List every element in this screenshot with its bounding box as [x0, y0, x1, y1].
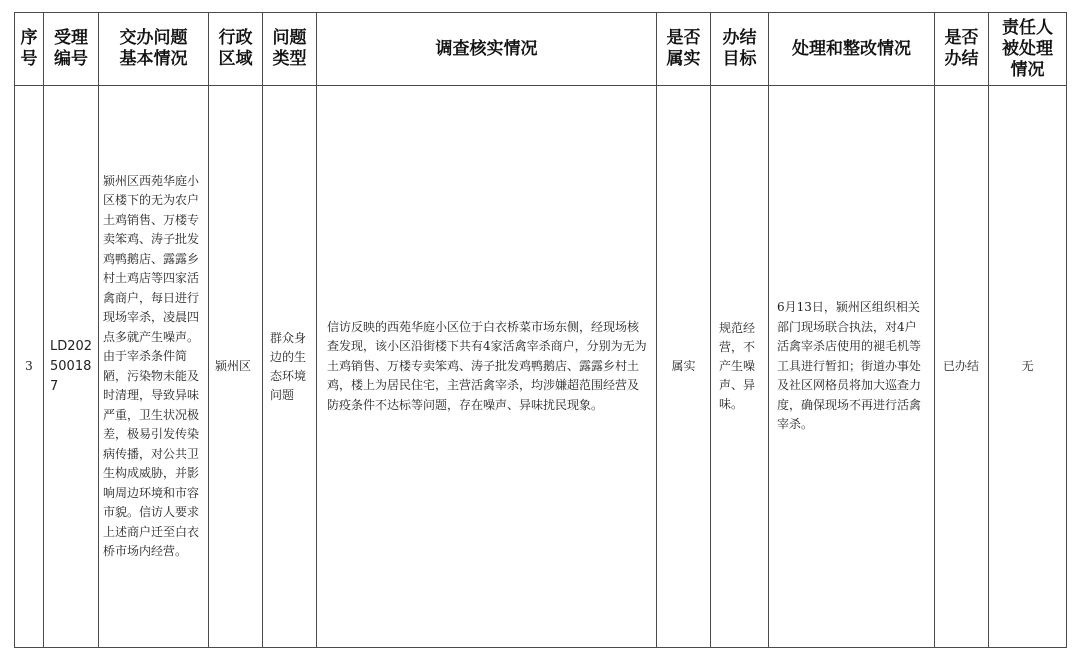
table-header — [15, 13, 1067, 86]
header-rectification: 处理和整改情况 — [769, 13, 935, 86]
cell-region: 颍州区 — [209, 86, 263, 648]
header-responsibility: 责任人 被处理 情况 — [989, 13, 1067, 86]
header-case-id: 受理 编号 — [44, 13, 99, 86]
header-is-completed: 是否 办结 — [935, 13, 989, 86]
cell-problem: 颍州区西苑华庭小区楼下的无为农户土鸡销售、万楼专卖笨鸡、涛子批发鸡鸭鹅店、露露乡村土鸡店等四家活禽商户，每日进行现场宰杀，凌晨四点多就产生噪声。由于宰杀条件简陋，污染物未能及时清理，导致异味严重，卫生状况极差，极易引发传染病传播，对公共卫生构成威胁，并影响周边环境和市容市貌。信访人要求上述商户迁至白衣桥市场内经营。 — [99, 86, 209, 648]
cell-is-completed: 已办结 — [935, 86, 989, 648]
cell-investigation: 信访反映的西苑华庭小区位于白衣桥菜市场东侧，经现场核查发现，该小区沿街楼下共有4家活禽宰杀商户，分别为无为土鸡销售、万楼专卖笨鸡、涛子批发鸡鸭鹅店、露露乡村土鸡，楼上为居民住宅，主营活禽宰杀，均涉嫌超范围经营及防疫条件不达标等问题，存在噪声、异味扰民现象。 — [317, 86, 657, 648]
header-investigation: 调查核实情况 — [317, 13, 657, 86]
cell-responsibility: 无 — [989, 86, 1067, 648]
table-row — [15, 86, 1067, 648]
header-type: 问题 类型 — [263, 13, 317, 86]
cell-type: 群众身边的生态环境问题 — [263, 86, 317, 648]
header-is-true: 是否 属实 — [657, 13, 711, 86]
cell-rectification: 6月13日，颍州区组织相关部门现场联合执法，对4户活禽宰杀店使用的褪毛机等工具进行暂扣；街道办事处及社区网格员将加大巡查力度，确保现场不再进行活禽宰杀。 — [769, 86, 935, 648]
cell-target: 规范经营，不产生噪声、异味。 — [711, 86, 769, 648]
header-region: 行政 区域 — [209, 13, 263, 86]
header-target: 办结 目标 — [711, 13, 769, 86]
cell-case-id: LD20250018 7 — [44, 86, 99, 648]
case-table — [14, 12, 1067, 648]
cell-seq: 3 — [15, 86, 44, 648]
header-seq: 序 号 — [15, 13, 44, 86]
cell-is-true: 属实 — [657, 86, 711, 648]
header-problem: 交办问题 基本情况 — [99, 13, 209, 86]
